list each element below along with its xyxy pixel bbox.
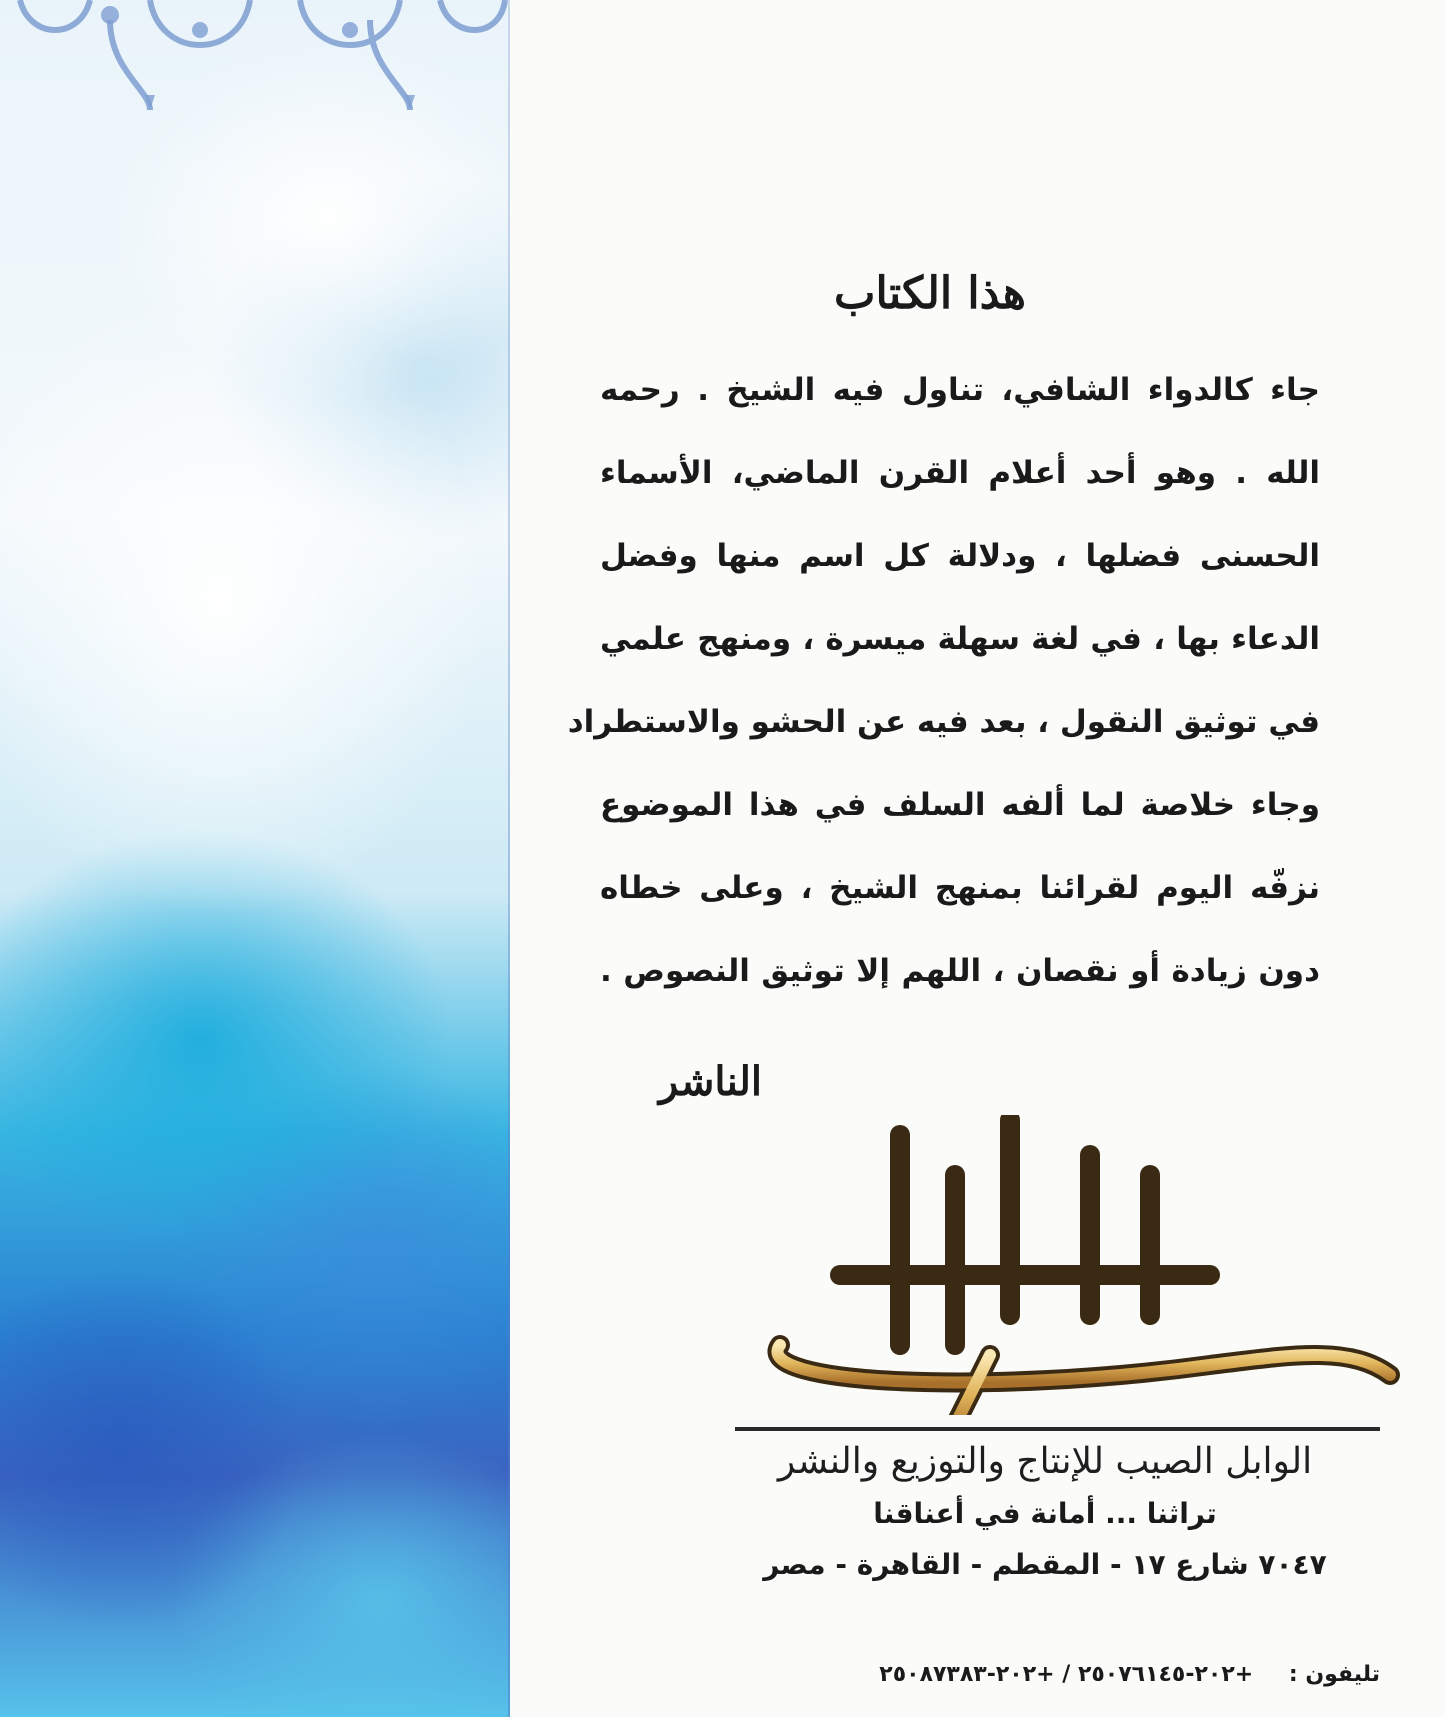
panel-edge [508,0,510,1717]
phone-numbers: +٢٠٢-٢٥٠٧٦١٤٥ / +٢٠٢-٢٥٠٨٧٣٨٣ [879,1662,1254,1687]
publisher-address: ٧٠٤٧ شارع ١٧ - المقطم - القاهرة - مصر [763,1548,1327,1581]
decorative-side-panel [0,0,510,1717]
publisher-info [700,1435,1390,1591]
description-text [567,360,1320,1024]
arabesque-ornament [0,0,510,120]
publisher-logo [690,1115,1430,1415]
publisher-heading: الناشر [658,1058,762,1105]
logo-divider [735,1427,1380,1431]
description-line: نزفّه اليوم لقرائنا بمنهج الشيخ ، وعلى خطاه [600,870,1320,906]
description-line: الحسنى فضلها ، ودلالة كل اسم منها وفضل [600,538,1320,574]
description-line: الدعاء بها ، في لغة سهلة ميسرة ، ومنهج علمي [600,621,1320,657]
phone-label: تليفون : [1288,1662,1380,1687]
description-line: الله . وهو أحد أعلام القرن الماضي، الأسماء [600,455,1320,491]
publisher-motto: تراثنا ... أمانة في أعناقنا [873,1497,1217,1530]
publisher-logo-text: الوابل الصيب [1084,1184,1096,1186]
page-title: هذا الكتاب [834,268,1026,319]
description-line: جاء كالدواء الشافي، تناول فيه الشيخ . رحمه [600,372,1320,408]
publisher-name: الوابل الصيب للإنتاج والتوزيع والنشر [777,1441,1313,1482]
description-line: دون زيادة أو نقصان ، اللهم إلا توثيق النصوص . [600,953,1320,989]
description-line: في توثيق النقول ، بعد فيه عن الحشو والاستطراد [567,704,1320,740]
description-line: وجاء خلاصة لما ألفه السلف في هذا الموضوع [600,787,1320,823]
publisher-phone [760,1655,1380,1695]
